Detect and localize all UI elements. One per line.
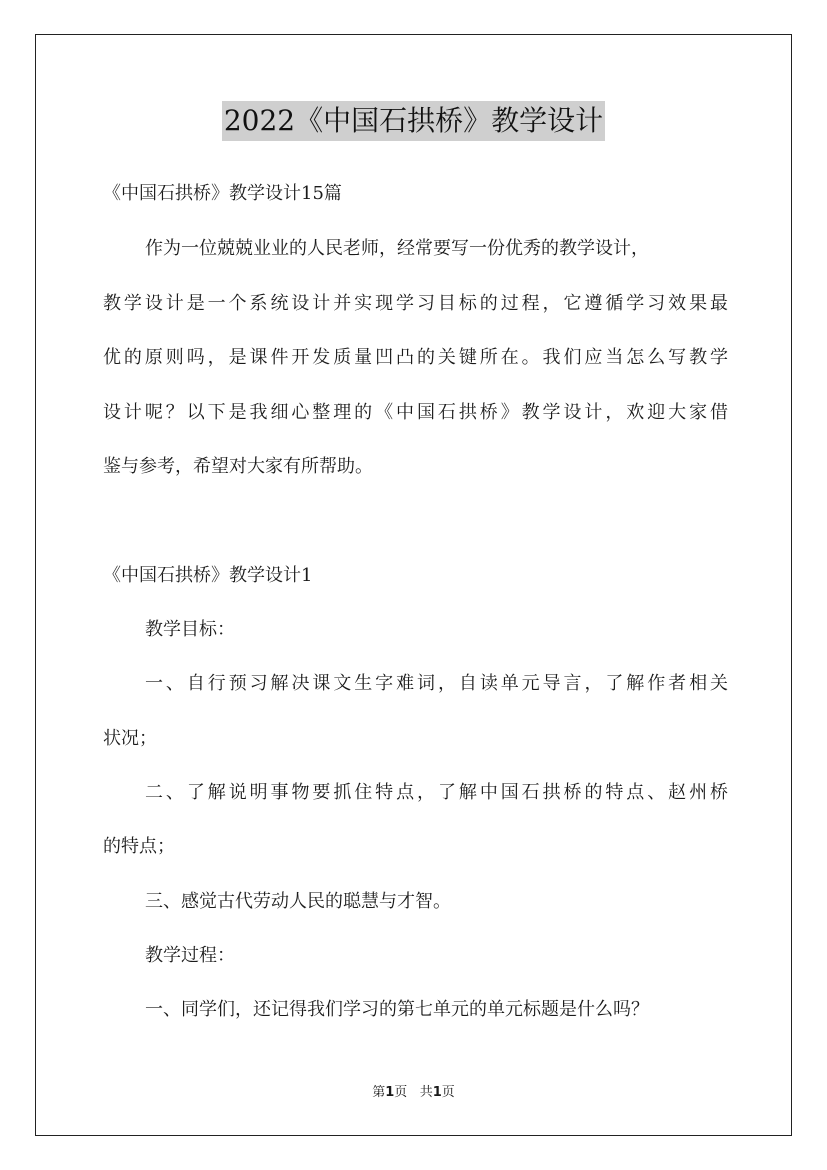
page-footer xyxy=(0,1084,827,1102)
intro-line-3: 优的原则吗，是课件开发质量凹凸的关键所在。我们应当怎么写教学 xyxy=(103,347,728,368)
document-subtitle: 《中国石拱桥》教学设计15篇 xyxy=(103,183,342,204)
page-unit: 页 xyxy=(394,1085,408,1100)
section-heading: 《中国石拱桥》教学设计1 xyxy=(103,565,313,586)
goal-3: 三、感觉古代劳动人民的聪慧与才智。 xyxy=(145,891,451,912)
total-unit: 页 xyxy=(441,1085,455,1100)
process-label: 教学过程： xyxy=(145,945,235,966)
intro-line-4: 设计呢？以下是我细心整理的《中国石拱桥》教学设计，欢迎大家借 xyxy=(103,402,728,423)
goal-2-line-1: 二、了解说明事物要抓住特点，了解中国石拱桥的特点、赵州桥 xyxy=(145,782,728,803)
goal-1-line-2: 状况； xyxy=(103,728,157,749)
document-title: 2022《中国石拱桥》教学设计 xyxy=(222,101,605,141)
goals-label: 教学目标： xyxy=(145,619,235,640)
goal-2-line-2: 的特点； xyxy=(103,836,175,857)
goal-1-line-1: 一、自行预习解决课文生字难词，自读单元导言，了解作者相关 xyxy=(145,673,728,694)
intro-line-5: 鉴与参考，希望对大家有所帮助。 xyxy=(103,456,373,477)
title-container xyxy=(0,101,827,141)
intro-line-2: 教学设计是一个系统设计并实现学习目标的过程，它遵循学习效果最 xyxy=(103,293,728,314)
page-number: 1 xyxy=(385,1085,395,1100)
intro-line-1: 作为一位兢兢业业的人民老师，经常要写一份优秀的教学设计， xyxy=(145,238,649,259)
total-label: 共 xyxy=(419,1085,433,1100)
process-item-1: 一、同学们，还记得我们学习的第七单元的单元标题是什么吗？ xyxy=(145,999,649,1020)
total-number: 1 xyxy=(432,1085,442,1100)
page-label: 第 xyxy=(372,1085,386,1100)
